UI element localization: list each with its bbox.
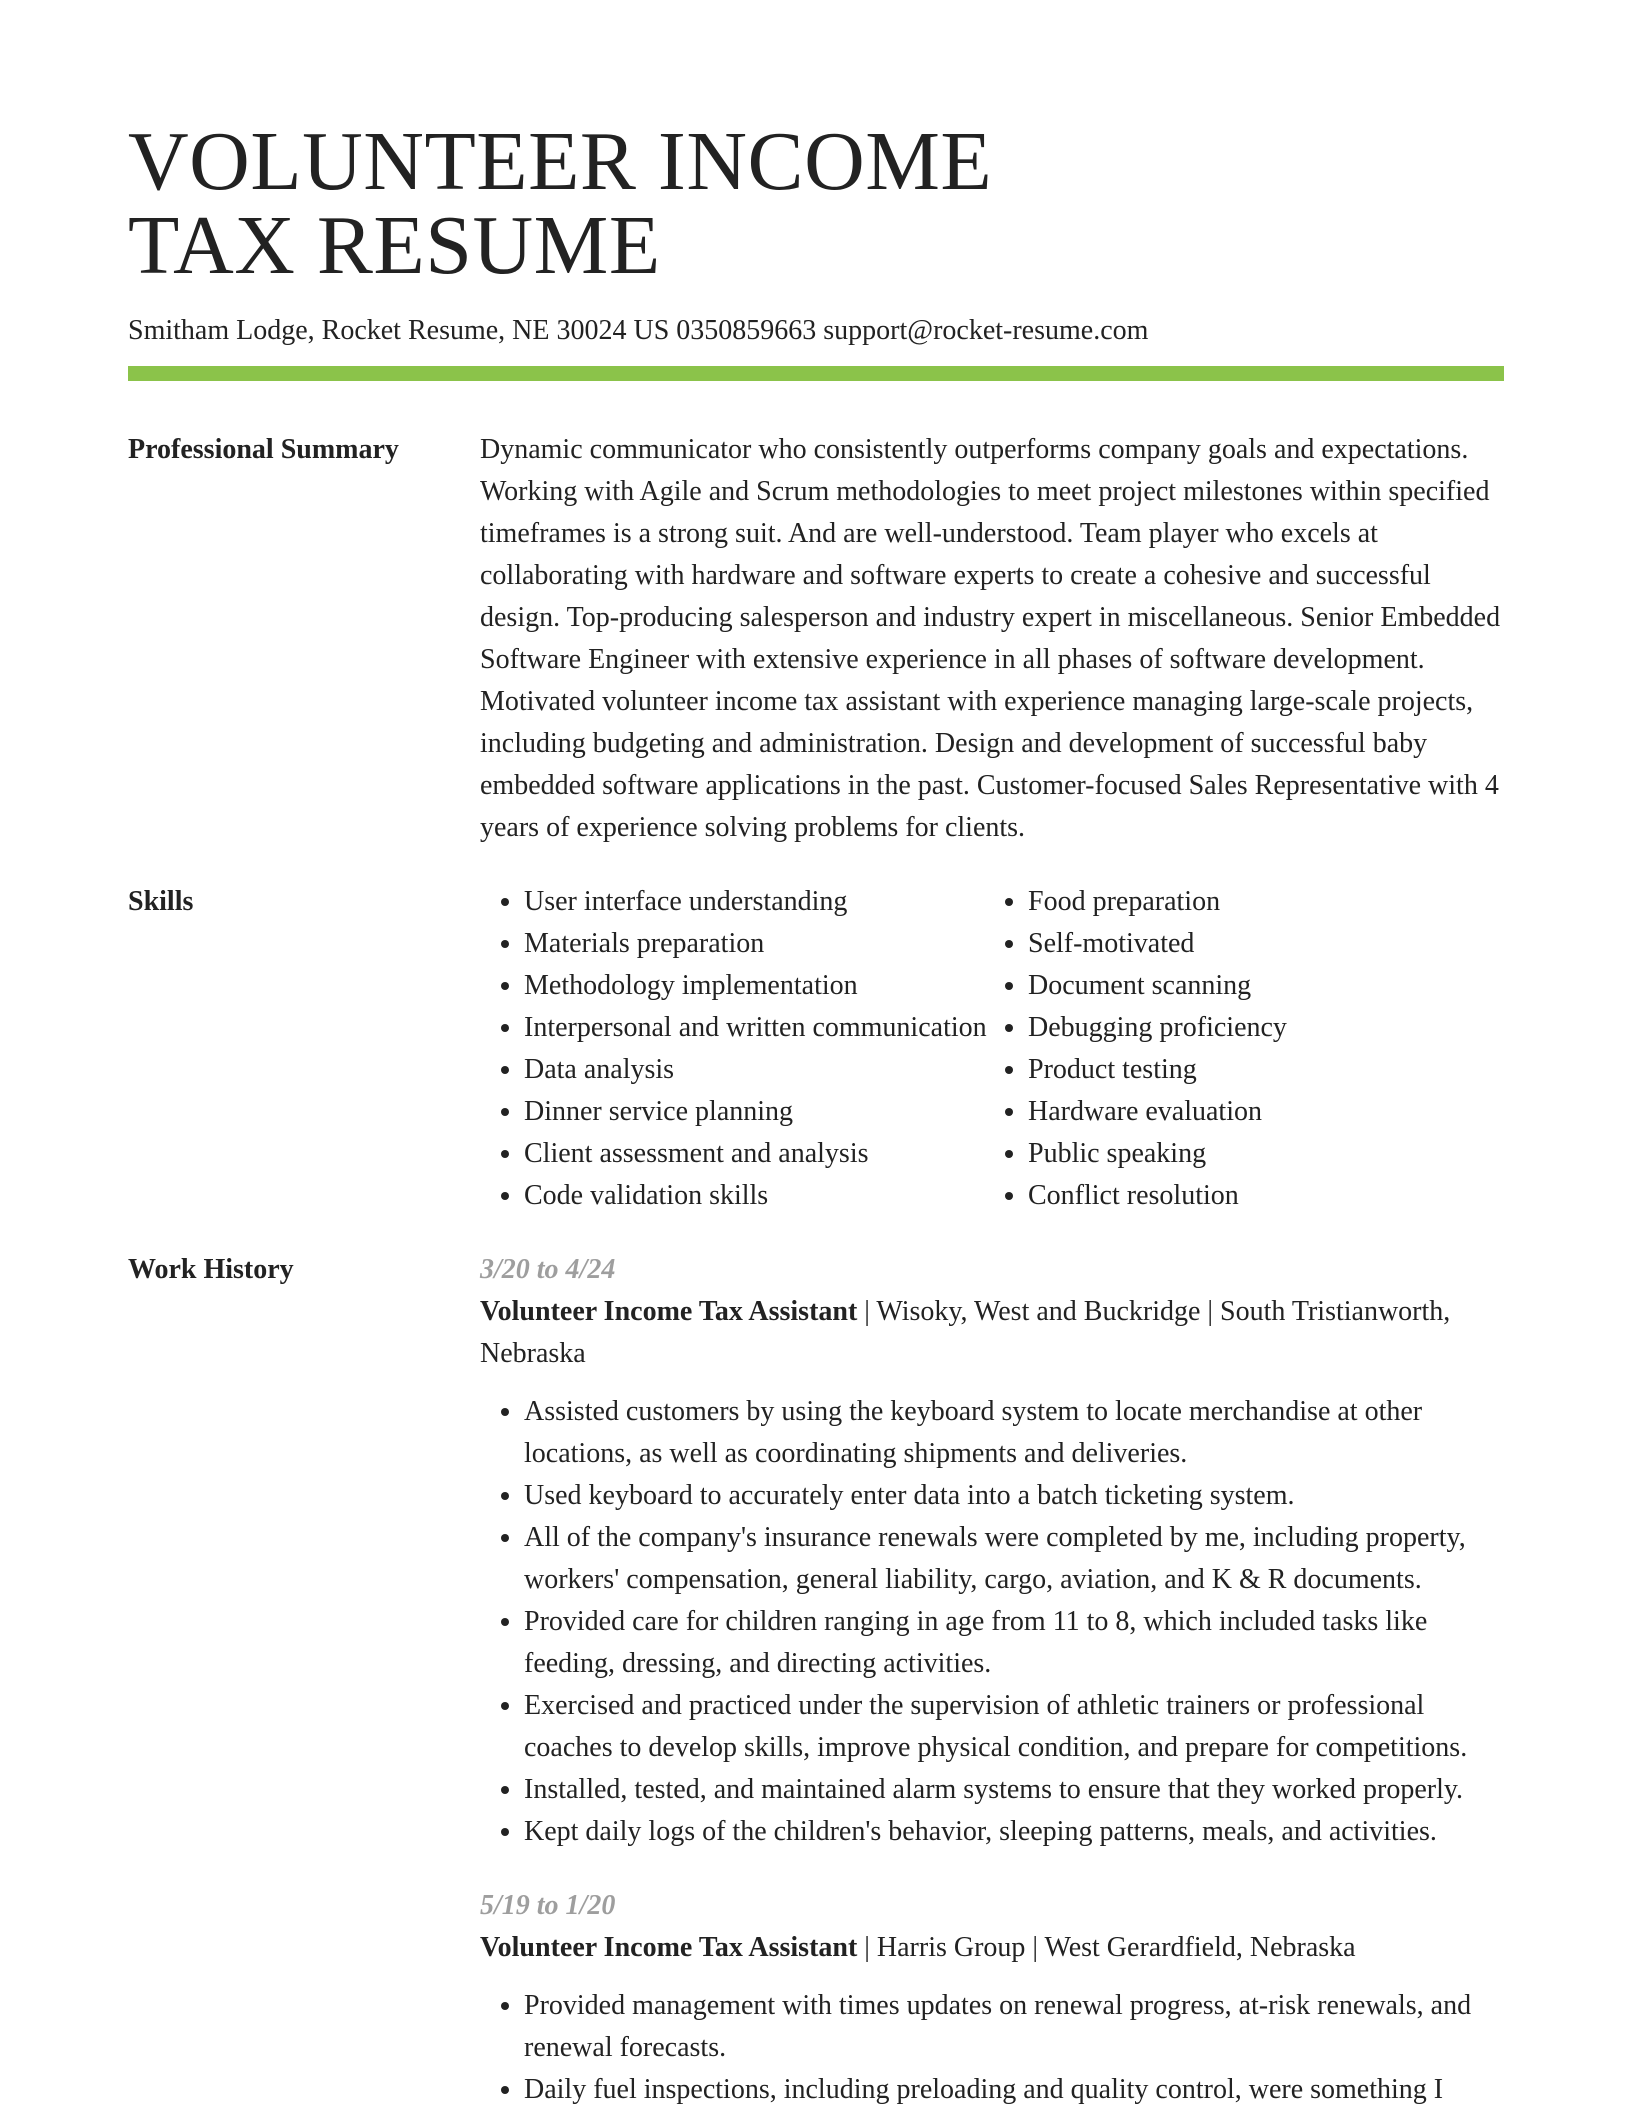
skills-section — [128, 881, 1504, 1217]
skill-item: • Dinner service planning — [524, 1091, 984, 1133]
skill-item: • Client assessment and analysis — [524, 1133, 984, 1175]
skill-item: • Code validation skills — [524, 1175, 984, 1217]
job-entry — [480, 1249, 1504, 1853]
job-dates: 5/19 to 1/20 — [480, 1890, 616, 1921]
job-bullet: • Exercised and practiced under the supervision of athletic trainers or professional coaches to develop skills, improve physical condition, and prepare for competitions. — [524, 1685, 1504, 1769]
job-dates: 3/20 to 4/24 — [480, 1254, 616, 1285]
job-bullet: • All of the company's insurance renewals were completed by me, including property, workers' compensation, general liability, cargo, aviation, and K & R documents. — [524, 1517, 1504, 1601]
skill-item: • Food preparation — [1028, 881, 1504, 923]
resume-title-line-2: TAX RESUME — [128, 199, 661, 292]
skill-item: • Debugging proficiency — [1028, 1007, 1504, 1049]
skill-item: • Product testing — [1028, 1049, 1504, 1091]
skill-item: • Document scanning — [1028, 965, 1504, 1007]
skill-item: • Hardware evaluation — [1028, 1091, 1504, 1133]
work-history-section — [128, 1249, 1504, 2111]
job-bullet-list — [480, 1985, 1504, 2111]
contact-info: Smitham Lodge, Rocket Resume, NE 30024 US 0350859663 support@rocket-resume.com — [128, 315, 1149, 346]
skills-columns — [480, 881, 1504, 1217]
skill-item: • Data analysis — [524, 1049, 984, 1091]
section-label-work-history: Work History — [128, 1254, 294, 1285]
skill-item: • User interface understanding — [524, 881, 984, 923]
job-bullet: • Daily fuel inspections, including preloading and quality control, were something I — [524, 2069, 1504, 2111]
job-details: | Harris Group | West Gerardfield, Nebraska — [857, 1932, 1356, 1963]
job-bullet: • Kept daily logs of the children's behavior, sleeping patterns, meals, and activities. — [524, 1811, 1504, 1853]
job-bullet: • Used keyboard to accurately enter data into a batch ticketing system. — [524, 1475, 1504, 1517]
job-entry — [480, 1885, 1504, 2111]
skill-item: • Public speaking — [1028, 1133, 1504, 1175]
job-heading — [480, 1927, 1504, 1969]
summary-text: Dynamic communicator who consistently outperforms company goals and expectations. Working with Agile and Scrum methodologies to meet project milestones within specified timeframes is a strong suit. And are well-understood. Team player who excels at collaborating with hardware and software experts to create a cohesive and successful design. Top-producing salesperson and industry expert in miscellaneous. Senior Embedded Software Engineer with extensive experience in all phases of software development. Motivated volunteer income tax assistant with experience managing large-scale projects, including budgeting and administration. Design and development of successful baby embedded software applications in the past. Customer-focused Sales Representative with 4 years of experience solving problems for clients. — [480, 434, 1501, 843]
skill-item: • Interpersonal and written communication — [524, 1007, 984, 1049]
resume-page — [128, 0, 1504, 2111]
job-bullet: • Assisted customers by using the keyboard system to locate merchandise at other locations, as well as coordinating shipments and deliveries. — [524, 1391, 1504, 1475]
skill-item: • Conflict resolution — [1028, 1175, 1504, 1217]
job-title: Volunteer Income Tax Assistant — [480, 1932, 858, 1963]
skill-item: • Methodology implementation — [524, 965, 984, 1007]
skills-list-left — [480, 881, 987, 1217]
job-bullet: • Provided care for children ranging in age from 11 to 8, which included tasks like feeding, dressing, and directing activities. — [524, 1601, 1504, 1685]
job-bullet: • Provided management with times updates on renewal progress, at-risk renewals, and renewal forecasts. — [524, 1985, 1504, 2069]
professional-summary-section — [128, 429, 1504, 849]
skill-item: • Materials preparation — [524, 923, 984, 965]
job-details: | Wisoky, West and Buckridge | South Tristianworth, Nebraska — [480, 1296, 1451, 1369]
job-heading — [480, 1291, 1504, 1375]
skills-list-right — [984, 881, 1504, 1217]
work-history-body — [480, 1249, 1504, 2111]
accent-divider — [128, 366, 1504, 381]
job-bullet: • Installed, tested, and maintained alarm systems to ensure that they worked properly. — [524, 1769, 1504, 1811]
skill-item: • Self-motivated — [1028, 923, 1504, 965]
resume-title — [128, 0, 1504, 292]
section-label-professional-summary: Professional Summary — [128, 434, 399, 465]
job-title: Volunteer Income Tax Assistant — [480, 1296, 858, 1327]
section-label-skills: Skills — [128, 886, 194, 917]
job-bullet-list — [480, 1391, 1504, 1853]
resume-title-line-1: VOLUNTEER INCOME — [128, 115, 993, 208]
